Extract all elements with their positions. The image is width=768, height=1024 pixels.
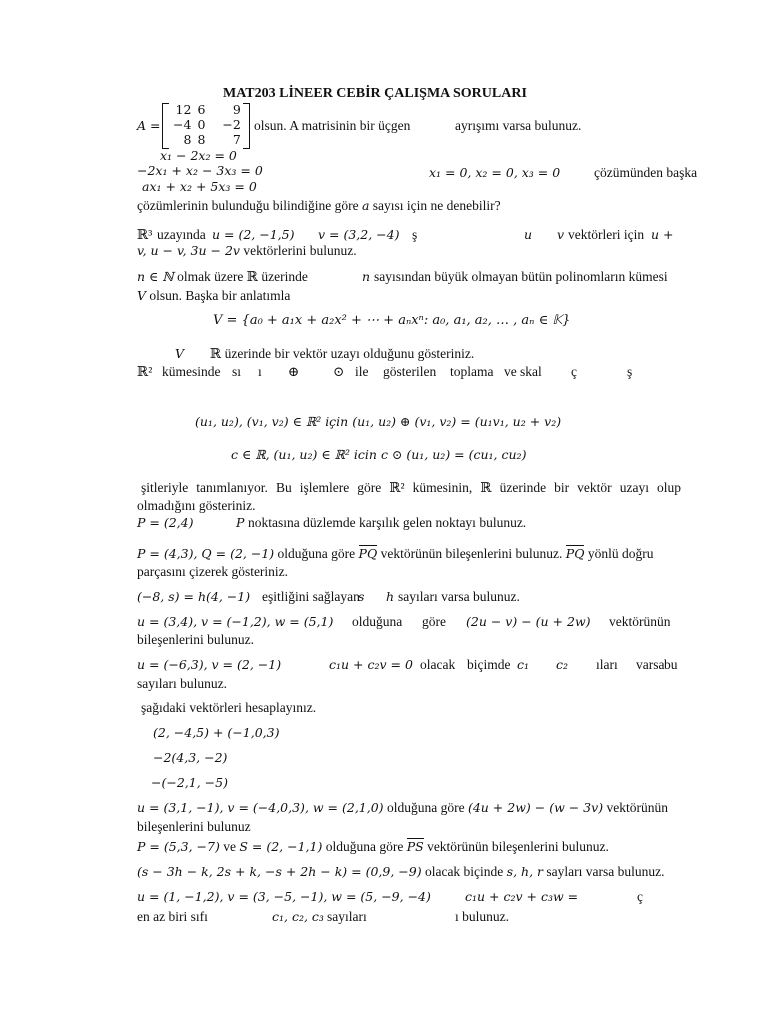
q12-math: u = (3,1, −1), v = (−4,0,3), w = (2,1,0) xyxy=(137,800,384,815)
q10-c2: c₂ xyxy=(556,657,569,672)
matrix-cell: 9 xyxy=(232,102,241,117)
q13-t2: olduğuna göre xyxy=(325,839,404,854)
q5-t4: ile xyxy=(355,364,369,379)
q3-line2 xyxy=(137,243,357,259)
q4-formula: V = {a₀ + a₁x + a₂x² + ⋯ + aₙxⁿ: a₀, a₁, a₂, … , aₙ ∈ 𝕂} xyxy=(213,313,571,328)
q9-t3: vektörünün xyxy=(609,614,671,629)
pq-vector-2 xyxy=(566,545,585,561)
q9-t2: göre xyxy=(422,614,446,629)
q4-line2 xyxy=(137,288,290,304)
q3-t3: u + xyxy=(651,227,674,242)
q6-var: P xyxy=(236,515,245,530)
q2-eq3: ax₁ + x₂ + 5x₃ = 0 xyxy=(142,179,257,194)
q11-head: şağıdaki vektörleri hesaplayınız. xyxy=(141,700,317,715)
q7-t3: yönlü doğru xyxy=(587,546,654,561)
oplus-symbol: ⊕ xyxy=(288,364,300,379)
q5-line3: şitleriyle tanımlanıyor. Bu işlemlere göre ℝ² kümesinin, ℝ üzerinde bir vektör uzayı olup xyxy=(141,480,681,495)
left-bracket xyxy=(162,103,169,149)
q4-t2: sayısından büyük olmayan bütün polinomların kümesi xyxy=(374,269,668,284)
q2-line2-text: çözümlerinin bulunduğu bilindiğine göre xyxy=(137,198,359,213)
q13-line xyxy=(137,839,609,855)
q7-line2: parçasını çizerek gösteriniz. xyxy=(137,564,289,579)
q4-nvar: n xyxy=(362,269,371,284)
q10-c1: c₁ xyxy=(517,657,530,672)
q12-t2: vektörünün xyxy=(606,800,668,815)
q4-n-math: n ∈ ℕ xyxy=(137,269,174,284)
q14-line xyxy=(137,864,664,880)
q10-math: u = (−6,3), v = (2, −1) xyxy=(137,657,282,672)
q3-line2-math: v, u − v, 3u − 2v xyxy=(137,243,240,258)
matrix-cell: 8 xyxy=(197,132,206,147)
matrix-cell: 0 xyxy=(197,117,206,132)
q2-right-text: çözümünden başka xyxy=(594,165,698,180)
q2-line2-end: sayısı için ne denebilir? xyxy=(372,198,501,213)
q1-text-b: ayrışımı varsa bulunuz. xyxy=(455,118,582,133)
q14-t2: sayları varsa bulunuz. xyxy=(546,864,665,879)
q10-expr: c₁u + c₂v = 0 xyxy=(329,657,413,672)
q4-l2-var: V xyxy=(137,288,147,303)
q12-t1: olduğuna göre xyxy=(386,800,465,815)
q4-l4-var: V xyxy=(175,346,185,361)
q13-s: S = (2, −1,1) xyxy=(239,839,323,854)
q2-line2 xyxy=(137,198,501,214)
q4-l4-text: ℝ üzerinde bir vektör uzayı olduğunu gösteriniz. xyxy=(210,346,475,361)
matrix-cell: 7 xyxy=(232,132,241,147)
q12-line1 xyxy=(137,800,668,816)
q14-t1: olacak biçinde xyxy=(424,864,504,879)
q7-t1: olduğuna göre xyxy=(277,546,356,561)
matrix-cell: 12 xyxy=(175,102,192,117)
q5-formula1: (u₁, u₂), (v₁, v₂) ∈ ℝ² için (u₁, u₂) ⊕ (v₁, v₂) = (u₁v₁, u₂ + v₂) xyxy=(195,414,562,429)
q8-math: (−8, s) = h(4, −1) xyxy=(137,589,251,604)
q4-line1-left xyxy=(137,269,308,285)
q5-t1: kümesinde xyxy=(162,364,221,379)
q11-item-2: −2(4,3, −2) xyxy=(153,750,228,765)
q3-t1: uzayında xyxy=(157,227,206,242)
q5-t3: ı xyxy=(258,364,262,379)
q2-eq2: −2x₁ + x₂ − 3x₃ = 0 xyxy=(137,163,263,178)
q3-uvar: u xyxy=(524,227,533,242)
right-bracket xyxy=(243,103,250,149)
q15-l2a: en az biri sıfı xyxy=(137,909,208,924)
odot-symbol: ⊙ xyxy=(333,364,345,379)
q13-t1: ve xyxy=(223,839,236,854)
q5-line4: olmadığını gösteriniz. xyxy=(137,498,256,513)
q5-t6: toplama xyxy=(450,364,494,379)
q3-r3: ℝ³ xyxy=(137,227,153,242)
q11-item-3: −(−2,1, −5) xyxy=(151,775,228,790)
q5-formula2: c ∈ ℝ, (u₁, u₂) ∈ ℝ² icin c ⊙ (u₁, u₂) = (cu₁, cu₂) xyxy=(231,447,527,462)
q14-vars: s, h, r xyxy=(506,864,544,879)
q6-math: P = (2,4) xyxy=(137,515,194,530)
ps-label: PS xyxy=(406,839,424,854)
q5-r2: ℝ² xyxy=(137,364,153,379)
q10-t5: bu xyxy=(664,657,678,672)
q7-t2: vektörünün bileşenlerini bulunuz. xyxy=(380,546,563,561)
matrix-cell: 6 xyxy=(197,102,206,117)
q13-math: P = (5,3, −7) xyxy=(137,839,220,854)
q8-t2: sayıları varsa bulunuz. xyxy=(398,589,520,604)
q1-text-a: olsun. A matrisinin bir üçgen xyxy=(254,118,411,133)
q10-t3: ıları xyxy=(596,657,618,672)
q3-t2: vektörleri için xyxy=(568,227,645,242)
q3-v: v = (3,2, −4) xyxy=(318,227,400,242)
q10-t4: varsa xyxy=(636,657,665,672)
q10-line2: sayıları bulunuz. xyxy=(137,676,227,691)
q8-s: s xyxy=(358,589,365,604)
q7-line1 xyxy=(137,546,653,562)
q5-t7: ve xyxy=(504,364,517,379)
q13-t3: vektörünün bileşenlerini bulunuz. xyxy=(427,839,609,854)
q2-eq1: x₁ − 2x₂ = 0 xyxy=(160,148,237,163)
q5-t10: ş xyxy=(627,364,633,379)
q9-line2: bileşenlerini bulunuz. xyxy=(137,632,254,647)
q14-math: (s − 3h − k, 2s + k, −s + 2h − k) = (0,9, −9) xyxy=(137,864,422,879)
q12-expr: (4u + 2w) − (w − 3v) xyxy=(467,800,604,815)
q6-text: noktasına düzlemde karşılık gelen noktayı bulunuz. xyxy=(248,515,527,530)
matrix-cell: −2 xyxy=(222,117,241,132)
matrix-cell: −4 xyxy=(173,117,192,132)
q9-t1: olduğuna xyxy=(352,614,403,629)
q2-line2-var: a xyxy=(361,198,370,213)
q8-h: h xyxy=(386,589,395,604)
page-title: MAT203 LİNEER CEBİR ÇALIŞMA SORULARI xyxy=(223,86,527,101)
pq-vector xyxy=(359,545,378,561)
q3-vvar: v xyxy=(557,227,565,242)
ps-vector xyxy=(407,838,424,854)
q4-l2-text: olsun. Başka bir anlatımla xyxy=(149,288,291,303)
q15-l2b: sayıları xyxy=(327,909,367,924)
q15-math: u = (1, −1,2), v = (3, −5, −1), w = (5, −9, −4) xyxy=(137,889,431,904)
q11-item-1: (2, −4,5) + (−1,0,3) xyxy=(153,725,280,740)
q15-l2c: ı bulunuz. xyxy=(455,909,509,924)
q7-math: P = (4,3), Q = (2, −1) xyxy=(137,546,275,561)
q8-t1: eşitliğini sağlayan xyxy=(262,589,360,604)
q5-t8: skal xyxy=(520,364,542,379)
matrix-table xyxy=(170,102,244,147)
q12-line2: bileşenlerini bulunuz xyxy=(137,819,251,834)
q10-t2: biçimde xyxy=(467,657,511,672)
matrix-lhs: A = xyxy=(137,118,161,133)
q3-s: ş xyxy=(412,227,418,242)
q15-expr: c₁u + c₂v + c₃w = xyxy=(465,889,579,904)
q10-t1: olacak xyxy=(420,657,456,672)
q2-right-math: x₁ = 0, x₂ = 0, x₃ = 0 xyxy=(429,165,561,180)
q9-expr: (2u − v) − (u + 2w) xyxy=(466,614,591,629)
matrix-a xyxy=(162,103,250,147)
pq-label: PQ xyxy=(358,546,378,561)
q5-t5: gösterilen xyxy=(383,364,437,379)
matrix-cell: 8 xyxy=(183,132,192,147)
q15-l2math: c₁, c₂, c₃ xyxy=(272,909,324,924)
q9-math: u = (3,4), v = (−1,2), w = (5,1) xyxy=(137,614,334,629)
pq-label: PQ xyxy=(565,546,585,561)
q15-t1: ç xyxy=(637,889,643,904)
q5-t9: ç xyxy=(571,364,577,379)
q3-u: u = (2, −1,5) xyxy=(212,227,295,242)
q4-t1: olmak üzere ℝ üzerinde xyxy=(177,269,308,284)
q3-line2-text: vektörlerini bulunuz. xyxy=(243,243,357,258)
q5-t2: sı xyxy=(232,364,242,379)
